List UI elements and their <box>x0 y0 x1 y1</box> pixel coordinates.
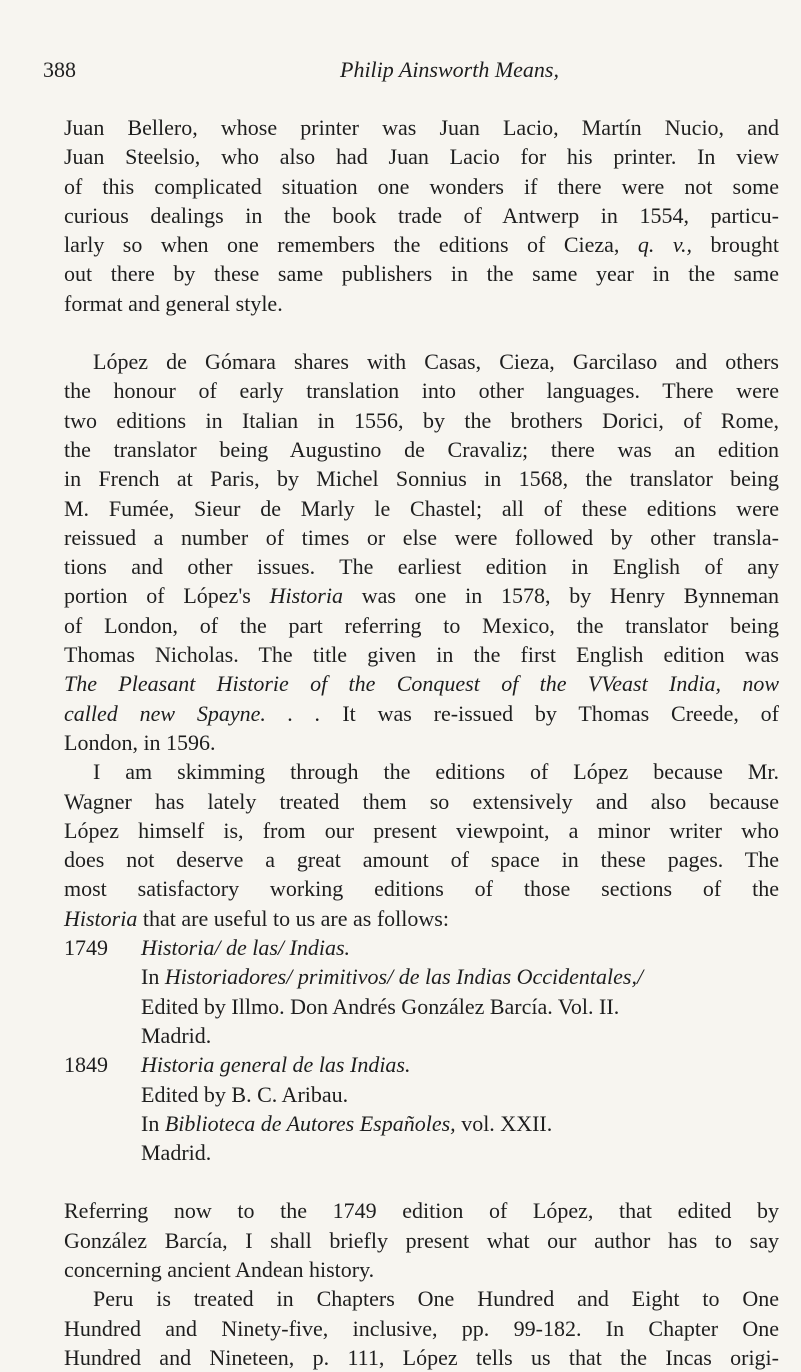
text-line: Peru is treated in Chapters One Hundred and Eight to One <box>93 1286 779 1312</box>
text-line: of this complicated situation one wonders if there were not some <box>64 173 779 199</box>
text-line: Historia that are useful to us are as follows: <box>64 905 449 931</box>
paragraph-2 <box>64 347 779 757</box>
edition-list <box>64 933 779 1167</box>
page-header <box>0 57 801 97</box>
text-line: the honour of early translation into other languages. There were <box>64 378 779 404</box>
text-line: López himself is, from our present viewpoint, a minor writer who <box>64 817 779 843</box>
text-line: M. Fumée, Sieur de Marly le Chastel; all of these editions were <box>64 495 779 521</box>
entry-line: Madrid. <box>141 1022 212 1048</box>
text-line: concerning ancient Andean history. <box>64 1256 375 1282</box>
paragraph-3 <box>64 757 779 933</box>
text-line: London, in 1596. <box>64 729 216 755</box>
text-line: Hundred and Ninety-five, inclusive, pp. 99-182. In Chapter One <box>64 1315 779 1341</box>
entry-line: Edited by Illmo. Don Andrés González Barcía. Vol. II. <box>141 993 620 1019</box>
paragraph-1 <box>64 113 779 318</box>
text-line: two editions in Italian in 1556, by the brothers Dorici, of Rome, <box>64 407 779 433</box>
paragraph-5 <box>64 1284 779 1372</box>
text-line: in French at Paris, by Michel Sonnius in 1568, the translator being <box>64 466 779 492</box>
text-line: out there by these same publishers in the same year in the same <box>64 261 779 287</box>
italic-term: Historia <box>269 583 343 609</box>
text-line: Juan Bellero, whose printer was Juan Lacio, Martín Nucio, and <box>64 115 779 140</box>
text-line: Hundred and Nineteen, p. 111, López tells us that the Incas origi- <box>64 1344 779 1370</box>
edition-entry <box>64 1050 779 1167</box>
text-line: portion of López's Historia was one in 1578, by Henry Bynneman <box>64 583 780 609</box>
entry-year: 1749 <box>64 935 108 961</box>
text-line: I am skimming through the editions of López because Mr. <box>93 759 779 785</box>
text-line: of London, of the part referring to Mexico, the translator being <box>64 612 779 638</box>
text-line: Thomas Nicholas. The title given in the first English edition was <box>64 642 779 668</box>
text-line: most satisfactory working editions of those sections of the <box>64 876 779 902</box>
text-line: Referring now to the 1749 edition of López, that edited by <box>64 1198 779 1224</box>
page-body <box>64 113 779 1372</box>
text-line: González Barcía, I shall briefly present what our author has to say <box>64 1227 779 1253</box>
page-number: 388 <box>43 57 76 82</box>
entry-line: In Historiadores/ primitivos/ de las Indias Occidentales,/ <box>141 964 644 990</box>
entry-line: Madrid. <box>141 1140 212 1166</box>
entry-line: In Biblioteca de Autores Españoles, vol. XXII. <box>141 1110 553 1136</box>
italic-term: q. v., <box>637 232 693 258</box>
text-line: curious dealings in the book trade of Antwerp in 1554, particu- <box>64 202 779 228</box>
italic-term: Historia <box>64 905 138 931</box>
entry-year: 1849 <box>64 1052 108 1078</box>
entry-title: Historia/ de las/ Indias. <box>141 935 351 961</box>
text-line: Wagner has lately treated them so extensively and also because <box>64 788 779 814</box>
text-line: López de Gómara shares with Casas, Cieza, Garcilaso and others <box>93 349 779 375</box>
text-line: called new Spayne. . . It was re-issued by Thomas Creede, of <box>64 700 779 726</box>
book-title-line: The Pleasant Historie of the Conquest of the VVeast India, now <box>64 671 779 697</box>
text-line: format and general style. <box>64 290 283 316</box>
text-line: reissued a number of times or else were followed by other transla- <box>64 524 779 550</box>
entry-title: Historia general de las Indias. <box>141 1052 411 1078</box>
paragraph-4 <box>64 1196 779 1284</box>
text-line: does not deserve a great amount of space in these pages. The <box>64 847 779 873</box>
running-head: Philip Ainsworth Means, <box>340 57 559 82</box>
text-line: the translator being Augustino de Cravaliz; there was an edition <box>64 436 779 462</box>
text-line: Juan Steelsio, who also had Juan Lacio for his printer. In view <box>64 144 779 170</box>
entry-line: Edited by B. C. Aribau. <box>141 1081 349 1107</box>
book-title-cont: called new Spayne. . . <box>64 700 321 726</box>
text-line: larly so when one remembers the editions of Cieza, q. v., brought <box>64 232 779 258</box>
text-line: tions and other issues. The earliest edition in English of any <box>64 554 779 580</box>
edition-entry <box>64 933 779 1050</box>
